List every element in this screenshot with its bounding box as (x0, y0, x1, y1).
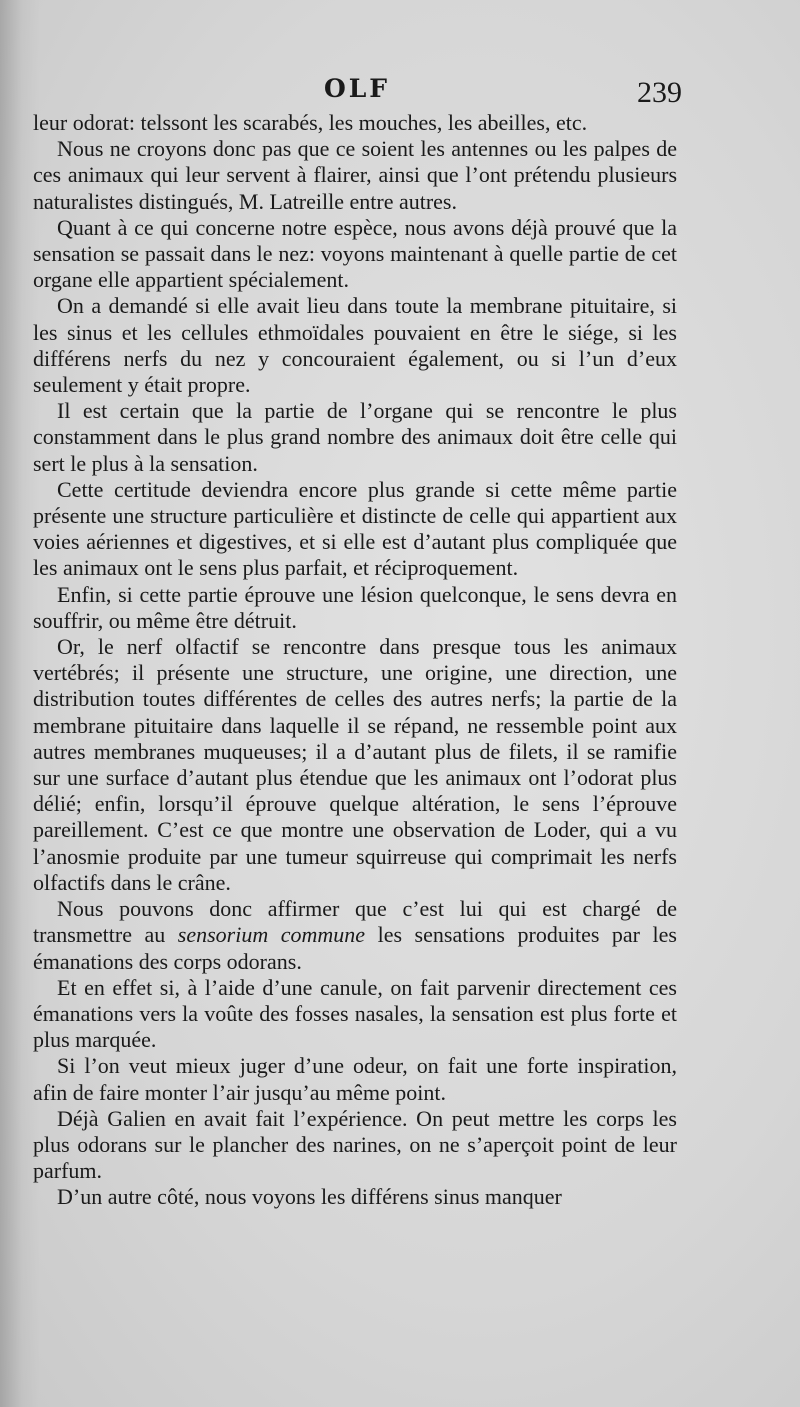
paragraph-1: leur odorat: telssont les scarabés, les mouches, les abeilles, etc. (33, 110, 588, 135)
paragraph-13: D’un autre côté, nous voyons les différens sinus manquer (57, 1184, 562, 1210)
paragraph-9-text-end: les sensations produites par les émanations des corps odorans. (33, 922, 677, 974)
running-head: OLF (323, 74, 391, 103)
paragraph-4: On a demandé si elle avait lieu dans toute la membrane pituitaire, si les sinus et les cellules ethmoïdales pouvaient en être le siége, si les différens nerfs du nez y concouraient également, ou si l’un d’eux seulement y était propre. (33, 293, 677, 398)
paragraph-12: Déjà Galien en avait fait l’expérience. On peut mettre les corps les plus odorans sur le plancher des narines, on ne s’aperçoit point de leur parfum. (33, 1105, 677, 1184)
paragraph-2: Nous ne croyons donc pas que ce soient les antennes ou les palpes de ces animaux qui leur servent à flairer, ainsi que l’ont prétendu plusieurs naturalistes distingués, M. Latreille entre autres. (33, 136, 677, 214)
paragraph-7: Enfin, si cette partie éprouve une lésion quelconque, le sens devra en souffrir, ou même être détruit. (33, 581, 677, 633)
paragraph-6: Cette certitude deviendra encore plus grande si cette même partie présente une structure particulière et distincte de celle qui appartient aux voies aériennes et digestives, et si elle est d’autant plus compliquée que les animaux ont le sens plus parfait, et réciproquement. (33, 476, 677, 581)
paragraph-9-text-start: Nous pouvons donc affirmer que c’est lui qui est chargé de transmettre au (33, 896, 677, 948)
paragraph-5: Il est certain que la partie de l’organe qui se rencontre le plus constamment dans le plus grand nombre des animaux doit être celle qui sert le plus à la sensation. (33, 398, 677, 476)
paragraph-9 (33, 896, 677, 975)
page-header (32, 74, 682, 108)
paragraph-8: Or, le nerf olfactif se rencontre dans presque tous les animaux vertébrés; il présente une structure, une origine, une direction, une distribution toutes différentes de celles des autres nerfs; la partie de la membrane pituitaire dans laquelle il se répand, ne ressemble point aux autres membranes muqueuses; il a d’autant plus de filets, il se ramifie sur une surface d’autant plus étendue que les animaux ont l’odorat plus délié; enfin, lorsqu’il éprouve quelque altération, le sens l’éprouve pareillement. C’est ce que montre une observation de Loder, qui a vu l’anosmie produite par une tumeur squirreuse qui comprimait les nerfs olfactifs dans le crâne. (33, 634, 677, 895)
body-text (33, 110, 677, 1211)
page-number: 239 (637, 76, 682, 109)
paragraph-3: Quant à ce qui concerne notre espèce, nous avons déjà prouvé que la sensation se passait dans le nez: voyons maintenant à quelle partie de cet organe elle appartient spécialement. (33, 214, 677, 293)
paragraph-10: Et en effet si, à l’aide d’une canule, on fait parvenir directement ces émanations vers la voûte des fosses nasales, la sensation est plus forte et plus marquée. (33, 974, 677, 1053)
paragraph-11: Si l’on veut mieux juger d’une odeur, on fait une forte inspiration, afin de faire monter l’air jusqu’au même point. (33, 1053, 677, 1105)
paragraph-9-italic: sensorium commune (177, 922, 366, 948)
